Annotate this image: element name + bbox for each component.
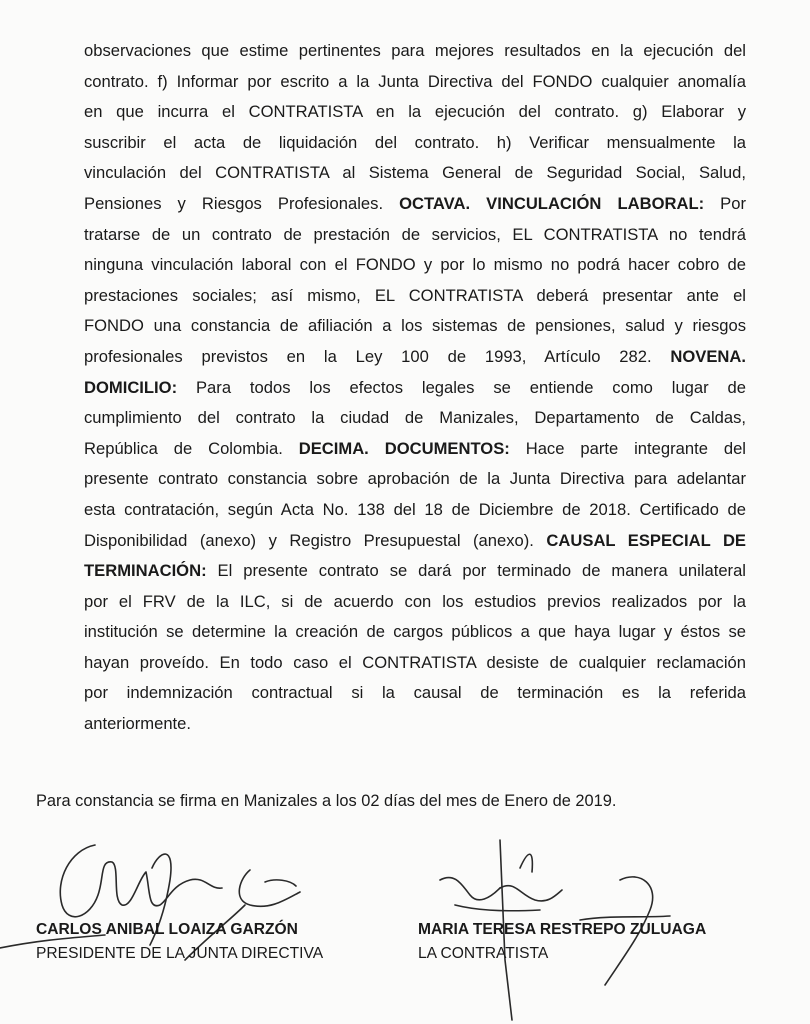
body-text-segment: Disponibilidad (anexo) y Registro Presupuestal (anexo). xyxy=(84,530,547,550)
body-text-segment: en que incurra el CONTRATISTA en la ejecución del contrato. g) Elaborar y xyxy=(84,102,746,122)
body-text-line xyxy=(84,250,746,281)
body-text-line xyxy=(84,464,746,495)
body-text-segment: El presente contrato se dará por terminado de manera unilateral xyxy=(206,561,746,581)
body-text-segment: Por xyxy=(704,193,746,213)
body-text-segment: observaciones que estime pertinentes para mejores resultados en la ejecución del xyxy=(84,41,746,60)
body-text-line xyxy=(84,617,746,648)
clause-heading: TERMINACIÓN: xyxy=(84,561,207,581)
body-text-segment: Pensiones y Riesgos Profesionales. xyxy=(84,193,400,213)
body-text-segment: institución se determine la creación de cargos públicos a que haya lugar y éstos se xyxy=(84,622,746,642)
body-text-segment: suscribir el acta de liquidación del contrato. h) Verificar mensualmente la xyxy=(84,132,746,152)
body-text-line xyxy=(84,281,746,312)
signature-left-stroke xyxy=(60,845,222,917)
signatory-name-right: MARIA TERESA RESTREPO ZULUAGA xyxy=(418,921,707,938)
clause-heading: DECIMA. DOCUMENTOS: xyxy=(298,438,510,458)
body-text-line xyxy=(84,189,746,220)
body-text-line xyxy=(84,495,746,526)
clause-heading: OCTAVA. VINCULACIÓN LABORAL: xyxy=(399,193,705,213)
body-text-line xyxy=(84,97,746,128)
body-text-segment: prestaciones sociales; así mismo, EL CONTRATISTA deberá presentar ante el xyxy=(84,285,746,305)
body-text-line xyxy=(84,434,746,465)
body-text-segment: esta contratación, según Acta No. 138 del 18 de Diciembre de 2018. Certificado de xyxy=(84,499,746,519)
body-text-segment: por el FRV de la ILC, si de acuerdo con los estudios previos realizados por la xyxy=(84,591,746,611)
body-text-line xyxy=(84,342,746,373)
body-text-line xyxy=(84,709,746,740)
signature-block-right xyxy=(418,918,706,966)
body-text-segment: contrato. f) Informar por escrito a la Junta Directiva del FONDO cualquier anomalía xyxy=(84,71,746,91)
body-text-line xyxy=(84,128,746,159)
signature-right-stroke xyxy=(455,905,540,911)
body-text-segment: República de Colombia. xyxy=(84,438,299,458)
body-text-line xyxy=(84,373,746,404)
signatory-role-right: LA CONTRATISTA xyxy=(418,945,549,962)
body-text-line xyxy=(84,36,746,67)
body-text-segment: hayan proveído. En todo caso el CONTRATISTA desiste de cualquier reclamación xyxy=(84,652,746,672)
body-text-segment: cumplimiento del contrato la ciudad de Manizales, Departamento de Caldas, xyxy=(84,408,746,428)
clause-heading: NOVENA. xyxy=(670,346,746,366)
body-text-segment: tratarse de un contrato de prestación de servicios, EL CONTRATISTA no tendrá xyxy=(84,224,746,244)
body-text-segment: Para todos los efectos legales se entiende como lugar de xyxy=(177,377,746,397)
body-text-segment: por indemnización contractual si la causal de terminación es la referida xyxy=(84,683,746,703)
body-text-segment: vinculación del CONTRATISTA al Sistema General de Seguridad Social, Salud, xyxy=(84,163,746,183)
signature-right-stroke xyxy=(440,878,500,900)
body-text-line xyxy=(84,526,746,557)
clause-heading: CAUSAL ESPECIAL DE xyxy=(546,530,746,550)
clause-heading: DOMICILIO: xyxy=(84,377,178,397)
body-text-segment: profesionales previstos en la Ley 100 de 1993, Artículo 282. xyxy=(84,346,671,366)
body-text-line xyxy=(84,556,746,587)
signatory-role-left: PRESIDENTE DE LA JUNTA DIRECTIVA xyxy=(36,945,324,962)
signatory-name-left: CARLOS ANIBAL LOAIZA GARZÓN xyxy=(36,921,298,938)
signature-block-left xyxy=(36,918,323,966)
signature-left-stroke xyxy=(239,870,300,906)
body-text-line xyxy=(84,587,746,618)
signature-right-stroke xyxy=(500,886,562,901)
body-text-line xyxy=(84,648,746,679)
body-text-segment: presente contrato constancia sobre aprobación de la Junta Directiva para adelantar xyxy=(84,469,746,489)
closing-statement: Para constancia se firma en Manizales a los 02 días del mes de Enero de 2019. xyxy=(36,792,617,810)
body-text-line xyxy=(84,67,746,98)
body-text-line xyxy=(84,311,746,342)
body-text-line xyxy=(84,220,746,251)
signature-right-stroke xyxy=(520,854,532,872)
contract-body-text xyxy=(84,36,746,740)
signature-left-stroke xyxy=(265,880,296,886)
body-text-segment: FONDO una constancia de afiliación a los sistemas de pensiones, salud y riesgos xyxy=(84,316,746,336)
body-text-line xyxy=(84,678,746,709)
body-text-line xyxy=(84,158,746,189)
body-text-segment: ninguna vinculación laboral con el FONDO y por lo mismo no podrá hacer cobro de xyxy=(84,255,746,275)
body-text-segment: Hace parte integrante del xyxy=(509,438,746,458)
body-text-line xyxy=(84,403,746,434)
body-text-segment: anteriormente. xyxy=(84,714,191,734)
